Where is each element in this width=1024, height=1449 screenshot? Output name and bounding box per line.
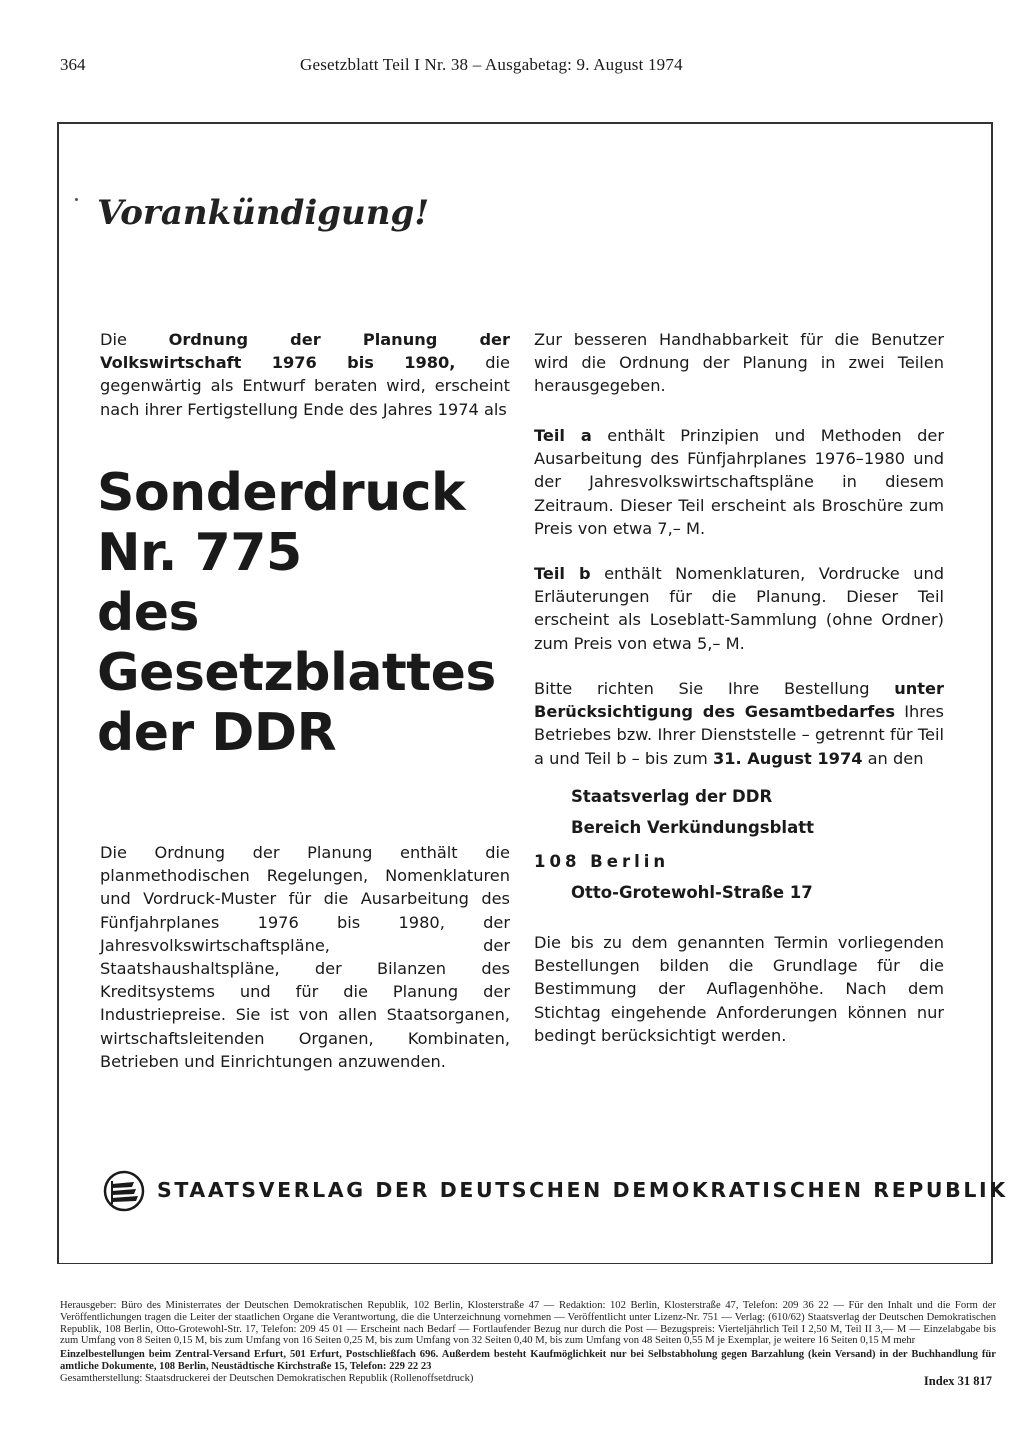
- title-line: der DDR: [97, 703, 337, 763]
- teil-b-label: Teil b: [534, 564, 591, 583]
- title-line: Sonderdruck: [97, 463, 466, 523]
- address-line-street: Otto-Grotewohl-Straße 17: [571, 883, 813, 902]
- teil-b-text: enthält Nomenklaturen, Vordrucke und Erläuterungen für die Planung. Dieser Teil erscheint als Loseblatt-Sammlung (ohne Ordner) zum Preis von etwa 5,– M.: [534, 564, 944, 653]
- order-mid: Ihres Betriebes bzw. Ihrer Dienststelle – getrennt für Teil a und Teil b – bis zum: [534, 702, 944, 768]
- description-paragraph: Die Ordnung der Planung enthält die planmethodischen Regelungen, Nomenklaturen und Vordruck-Muster für die Ausarbeitung des Fünfjahrplanes 1976 bis 1980, der Jahresvolkswirtschaftspläne, der Staatshaushaltspläne, der Bilanzen des Kreditsystems und für die Planung der Industriepreise. Sie ist von allen Staatsorganen, wirtschaftsleitenden Organen, Kombinaten, Betrieben und Einrichtungen anzuwenden.: [100, 843, 510, 1071]
- intro-pre: Die: [100, 330, 169, 349]
- order-pre: Bitte richten Sie Ihre Bestellung: [534, 679, 895, 698]
- intro-bold: Ordnung der Planung der Volkswirtschaft 1976 bis 1980,: [100, 330, 510, 373]
- address-line-department: Bereich Verkündungsblatt: [571, 818, 814, 837]
- imprint-printer: Gesamtherstellung: Staatsdruckerei der Deutschen Demokratischen Republik (Rollenoffsetdruck): [60, 1372, 474, 1384]
- right-paragraph-teil-a: [534, 424, 944, 540]
- right-paragraph-deadline-note: Die bis zu dem genannten Termin vorliegenden Bestellungen bilden die Grundlage für die Bestimmung der Auflagenhöhe. Nach dem Stichtag eingehende Anforderungen können nur bedingt berücksichtigt werden.: [534, 933, 944, 1045]
- intro-post: die gegenwärtig als Entwurf beraten wird, erscheint nach ihrer Fertigstellung Ende des Jahres 1974 als: [100, 353, 510, 419]
- intro-paragraph: [100, 328, 510, 421]
- order-bold-1: unter Berücksichtigung des Gesamtbedarfes: [534, 679, 944, 722]
- right-paragraph-order: [534, 677, 944, 770]
- title-line: Gesetzblattes: [97, 643, 496, 703]
- imprint-main: Herausgeber: Büro des Ministerrates der Deutschen Demokratischen Republik, 102 Berlin, Klosterstraße 47 — Redaktion: 102 Berlin, Klosterstraße 47, Telefon: 209 36 22 — Für den Inhalt und die Form der Veröffentlichungen tragen die Leiter der staatlichen Organe die Verantwortung, die die Unterzeichnung vornehmen — Veröffentlicht unter Lizenz-Nr. 751 — Verlag: (610/62) Staatsverlag der Deutschen Demokratischen Republik, 108 Berlin, Otto-Grotewohl-Str. 17, Telefon: 209 45 01 — Erscheint nach Bedarf — Fortlaufender Bezug nur durch die Post — Bezugspreis: Vierteljährlich Teil I 2,50 M, Teil II 3,— M — Einzelabgabe bis zum Umfang von 8 Seiten 0,15 M, bis zum Umfang von 16 Seiten 0,25 M, bis zum Umfang von 32 Seiten 0,40 M, bis zum Umfang von 48 Seiten 0,55 M je Exemplar, je weitere 16 Seiten 0,15 M mehr: [60, 1300, 996, 1347]
- teil-a-text: enthält Prinzipien und Methoden der Ausarbeitung des Fünfjahrplanes 1976–1980 und der Jahresvolkswirtschaftspläne in diesem Zeitraum. Dieser Teil erscheint als Broschüre zum Preis von etwa 7,– M.: [534, 426, 944, 538]
- decorative-dot: [75, 198, 78, 201]
- address-line-city: 108 Berlin: [534, 852, 670, 871]
- index-number: Index 31 817: [923, 1374, 992, 1388]
- order-post: an den: [862, 748, 924, 768]
- publisher-flag-logo-icon: [103, 1170, 145, 1212]
- page-number: 364: [60, 55, 86, 74]
- imprint-ordering: Einzelbestellungen beim Zentral-Versand Erfurt, 501 Erfurt, Postschließfach 696. Außerdem besteht Kaufmöglichkeit nur bei Selbstabholung gegen Barzahlung (kein Versand) in der Buchhandlung für amtliche Dokumente, 108 Berlin, Neustädtische Kirchstraße 15, Telefon: 229 22 23: [60, 1349, 996, 1372]
- publisher-name: STAATSVERLAG DER DEUTSCHEN DEMOKRATISCHEN REPUBLIK: [157, 1178, 1008, 1202]
- title-line: Nr. 775: [97, 523, 302, 583]
- special-print-title: [97, 463, 496, 763]
- right-paragraph-1: Zur besseren Handhabbarkeit für die Benutzer wird die Ordnung der Planung in zwei Teilen herausgegeben.: [534, 330, 944, 396]
- right-paragraph-teil-b: [534, 562, 944, 655]
- title-line: des: [97, 583, 199, 643]
- teil-a-label: Teil a: [534, 426, 592, 445]
- running-header: Gesetzblatt Teil I Nr. 38 – Ausgabetag: 9. August 1974: [300, 55, 683, 74]
- imprint: [60, 1300, 996, 1385]
- address-line-publisher: Staatsverlag der DDR: [571, 787, 773, 806]
- announcement-heading: Vorankündigung!: [97, 193, 430, 233]
- order-deadline: 31. August 1974: [712, 748, 863, 768]
